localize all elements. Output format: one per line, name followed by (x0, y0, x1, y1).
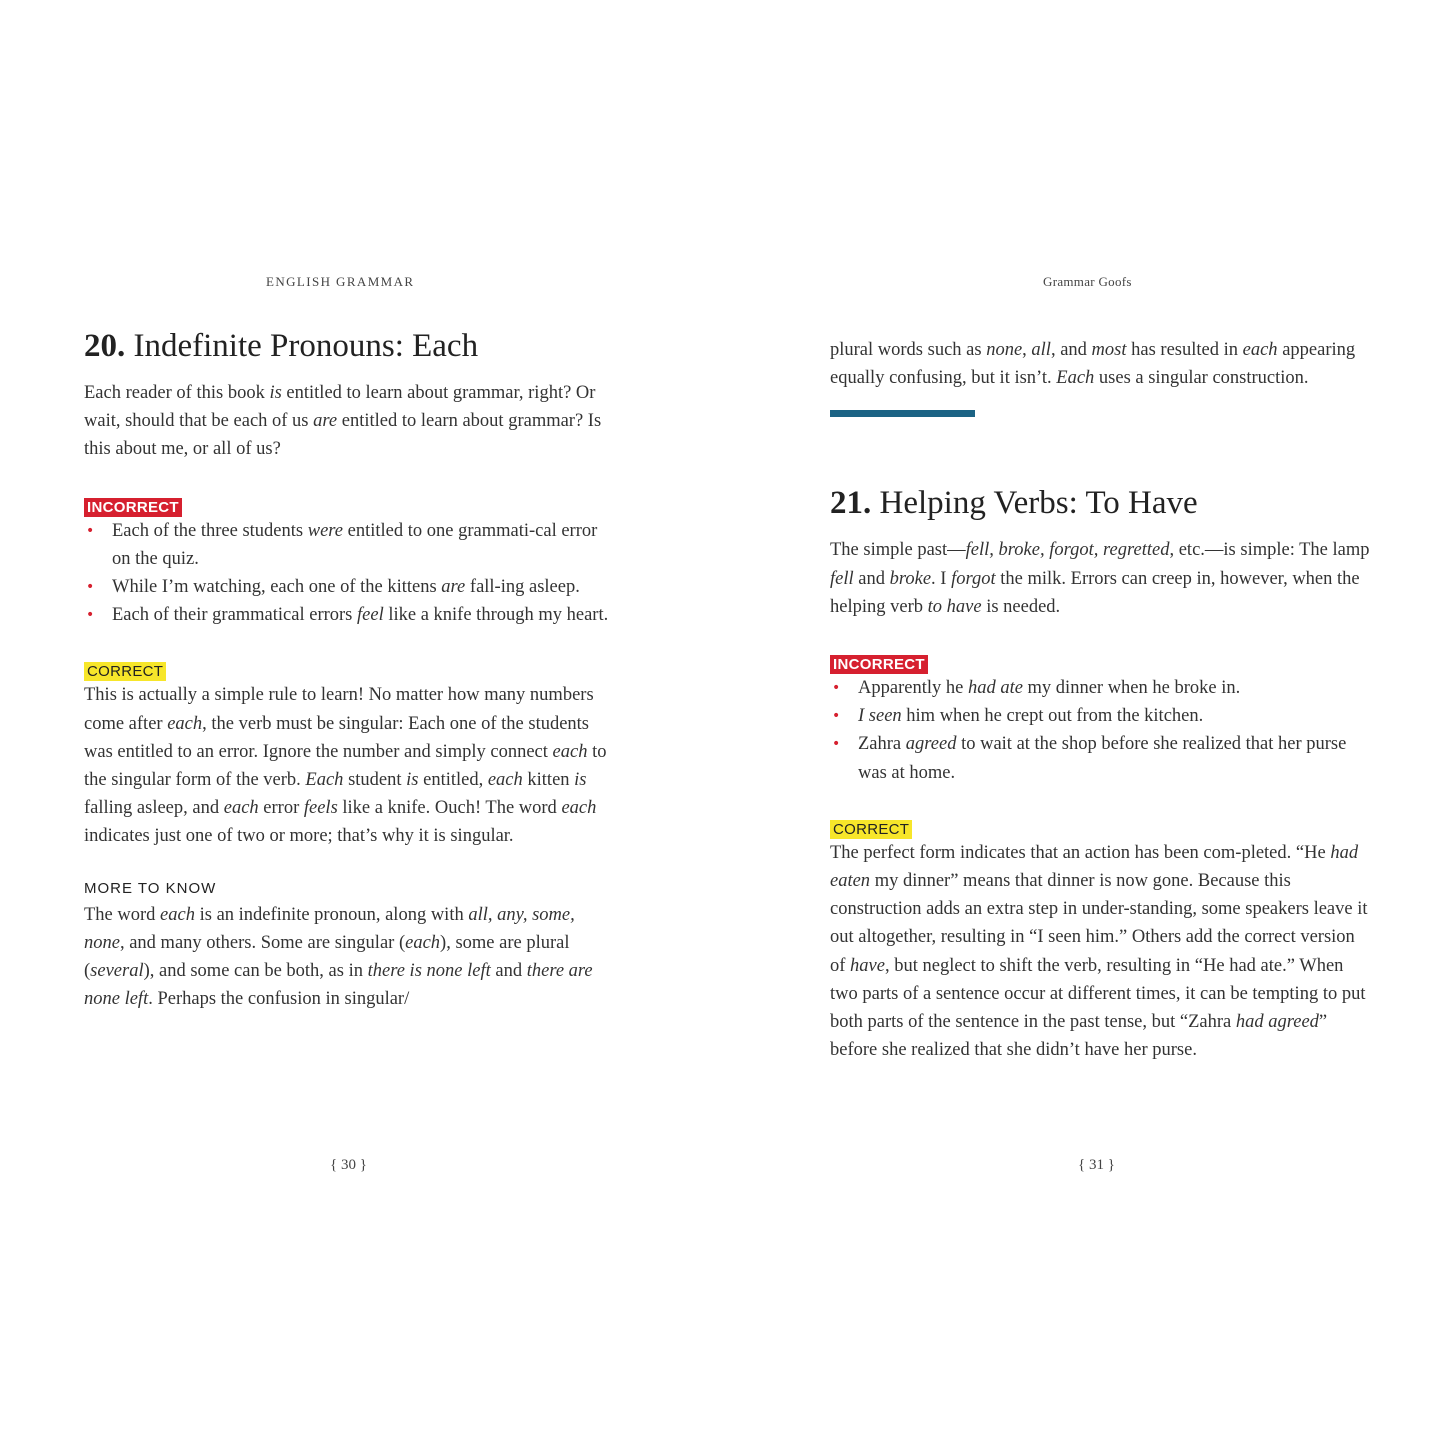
italic-text: several (90, 961, 144, 982)
italic-text: each (561, 798, 597, 819)
italic-text: I seen (858, 706, 902, 727)
italic-text: had agreed (1235, 1012, 1319, 1033)
more-to-know-paragraph: The word each is an indefinite pronoun, along with all, any, some, none, and many others. Some are singular (each), some are plural (several), and some can be both, as in there is none left and there are none left. Perhaps the confusion in singular/ (84, 904, 593, 1010)
left-column (84, 324, 619, 1013)
correct-label-row (84, 662, 619, 681)
list-item-text: Each of the three students were entitled to one grammati-cal error on the quiz. (112, 520, 598, 569)
italic-text: all, any, some, none (84, 904, 575, 953)
right-page (722, 0, 1445, 1445)
list-item-text: Apparently he had ate my dinner when he broke in. (858, 678, 1241, 699)
list-item (830, 674, 1370, 702)
italic-text: each (1242, 340, 1278, 360)
incorrect-list (830, 674, 1370, 787)
bullet-dot-icon: • (832, 708, 841, 725)
italic-text: each (167, 713, 203, 734)
italic-text: each (223, 798, 259, 819)
list-item-text: Zahra agreed to wait at the shop before she realized that her purse was at home. (858, 734, 1347, 783)
left-page (0, 0, 722, 1445)
section-title: Indefinite Pronouns: Each (133, 328, 479, 364)
italic-text: is (269, 383, 282, 403)
section-number: 20. (84, 328, 126, 364)
italic-text: feel (357, 605, 384, 626)
italic-text: Each (305, 770, 344, 791)
italic-text: fell (830, 568, 854, 589)
correct-paragraph: The perfect form indicates that an action has been com-pleted. “He had eaten my dinner” means that dinner is now gone. Because this construction adds an extra step in under-standing, some speakers leave it out altogether, resulting in “I seen him.” Others add the correct version of have, but neglect to shift the verb, resulting in “He had ate.” When two parts of a sentence occur at different times, it can be tempting to put both parts of the sentence in the past tense, but “Zahra had agreed” before she realized that she didn’t have her purse. (830, 842, 1368, 1061)
incorrect-label-row (830, 655, 1370, 674)
italic-text: are (313, 411, 338, 432)
italic-text: had eaten (830, 842, 1359, 892)
incorrect-label-row (84, 498, 619, 517)
italic-text: each (160, 904, 195, 925)
page-number: { 31 } (1078, 1157, 1115, 1173)
continued-paragraph: plural words such as none, all, and most has resulted in each appearing equally confusing, but it isn’t. Each uses a singular construction. (830, 340, 1356, 389)
correct-badge: CORRECT (830, 820, 912, 839)
more-to-know-label: MORE TO KNOW (84, 879, 217, 897)
italic-text: are (441, 577, 466, 598)
italic-text: fell, broke, forgot, regretted (965, 540, 1170, 561)
incorrect-badge: INCORRECT (84, 498, 182, 517)
bullet-dot-icon: • (832, 680, 841, 697)
italic-text: is (574, 770, 587, 791)
list-item (830, 730, 1370, 786)
intro-paragraph: Each reader of this book is entitled to learn about grammar, right? Or wait, should that be each of us are entitled to learn about grammar? Is this about me, or all of us? (84, 383, 602, 460)
italic-text: agreed (905, 734, 957, 755)
italic-text: none (986, 340, 1023, 360)
italic-text: there are none left (84, 961, 593, 1010)
italic-text: broke (889, 568, 932, 589)
italic-text: each (405, 932, 441, 953)
bullet-dot-icon: • (86, 607, 95, 624)
correct-badge: CORRECT (84, 662, 166, 681)
italic-text: have (850, 955, 885, 976)
section-heading-21 (830, 481, 1370, 525)
section-heading-20 (84, 324, 619, 368)
italic-text: had ate (967, 678, 1023, 699)
list-item-text: I seen him when he crept out from the kitchen. (858, 706, 1204, 727)
incorrect-badge: INCORRECT (830, 655, 928, 674)
page-number: { 30 } (330, 1157, 367, 1173)
list-item (84, 601, 619, 629)
italic-text: feels (303, 798, 338, 819)
list-item (84, 573, 619, 601)
correct-paragraph: This is actually a simple rule to learn! No matter how many numbers come after each, the verb must be singular: Each one of the students was entitled to an error. Ignore the number and simply connect each to the singular form of the verb. Each student is entitled, each kitten is falling asleep, and each error feels like a knife. Ouch! The word each indicates just one of two or more; that’s why it is singular. (84, 685, 607, 847)
italic-text: most (1091, 340, 1127, 360)
italic-text: is (406, 770, 419, 791)
bullet-dot-icon: • (86, 522, 95, 539)
italic-text: each (487, 770, 523, 791)
list-item-text: While I’m watching, each one of the kittens are fall-ing asleep. (112, 577, 580, 598)
intro-paragraph: The simple past—fell, broke, forgot, regretted, etc.—is simple: The lamp fell and broke. I forgot the milk. Errors can creep in, however, when the helping verb to have is needed. (830, 540, 1370, 617)
list-item (830, 702, 1370, 730)
italic-text: to have (927, 596, 982, 617)
italic-text: were (307, 520, 344, 541)
italic-text: Each (1056, 368, 1095, 389)
correct-label-row (830, 820, 1370, 839)
italic-text: each (552, 741, 588, 762)
list-item (84, 517, 619, 573)
section-number: 21. (830, 485, 872, 522)
italic-text: there is none left (367, 961, 491, 982)
right-column (830, 336, 1370, 1064)
italic-text: forgot (951, 568, 996, 589)
bullet-dot-icon: • (832, 736, 841, 753)
incorrect-list (84, 517, 619, 630)
bullet-dot-icon: • (86, 579, 95, 596)
list-item-text: Each of their grammatical errors feel like a knife through my heart. (112, 605, 609, 626)
section-divider-bar (830, 410, 975, 417)
running-head: Grammar Goofs (1043, 274, 1132, 289)
running-head: ENGLISH GRAMMAR (266, 274, 415, 289)
section-title: Helping Verbs: To Have (879, 485, 1198, 522)
italic-text: all (1031, 340, 1051, 360)
